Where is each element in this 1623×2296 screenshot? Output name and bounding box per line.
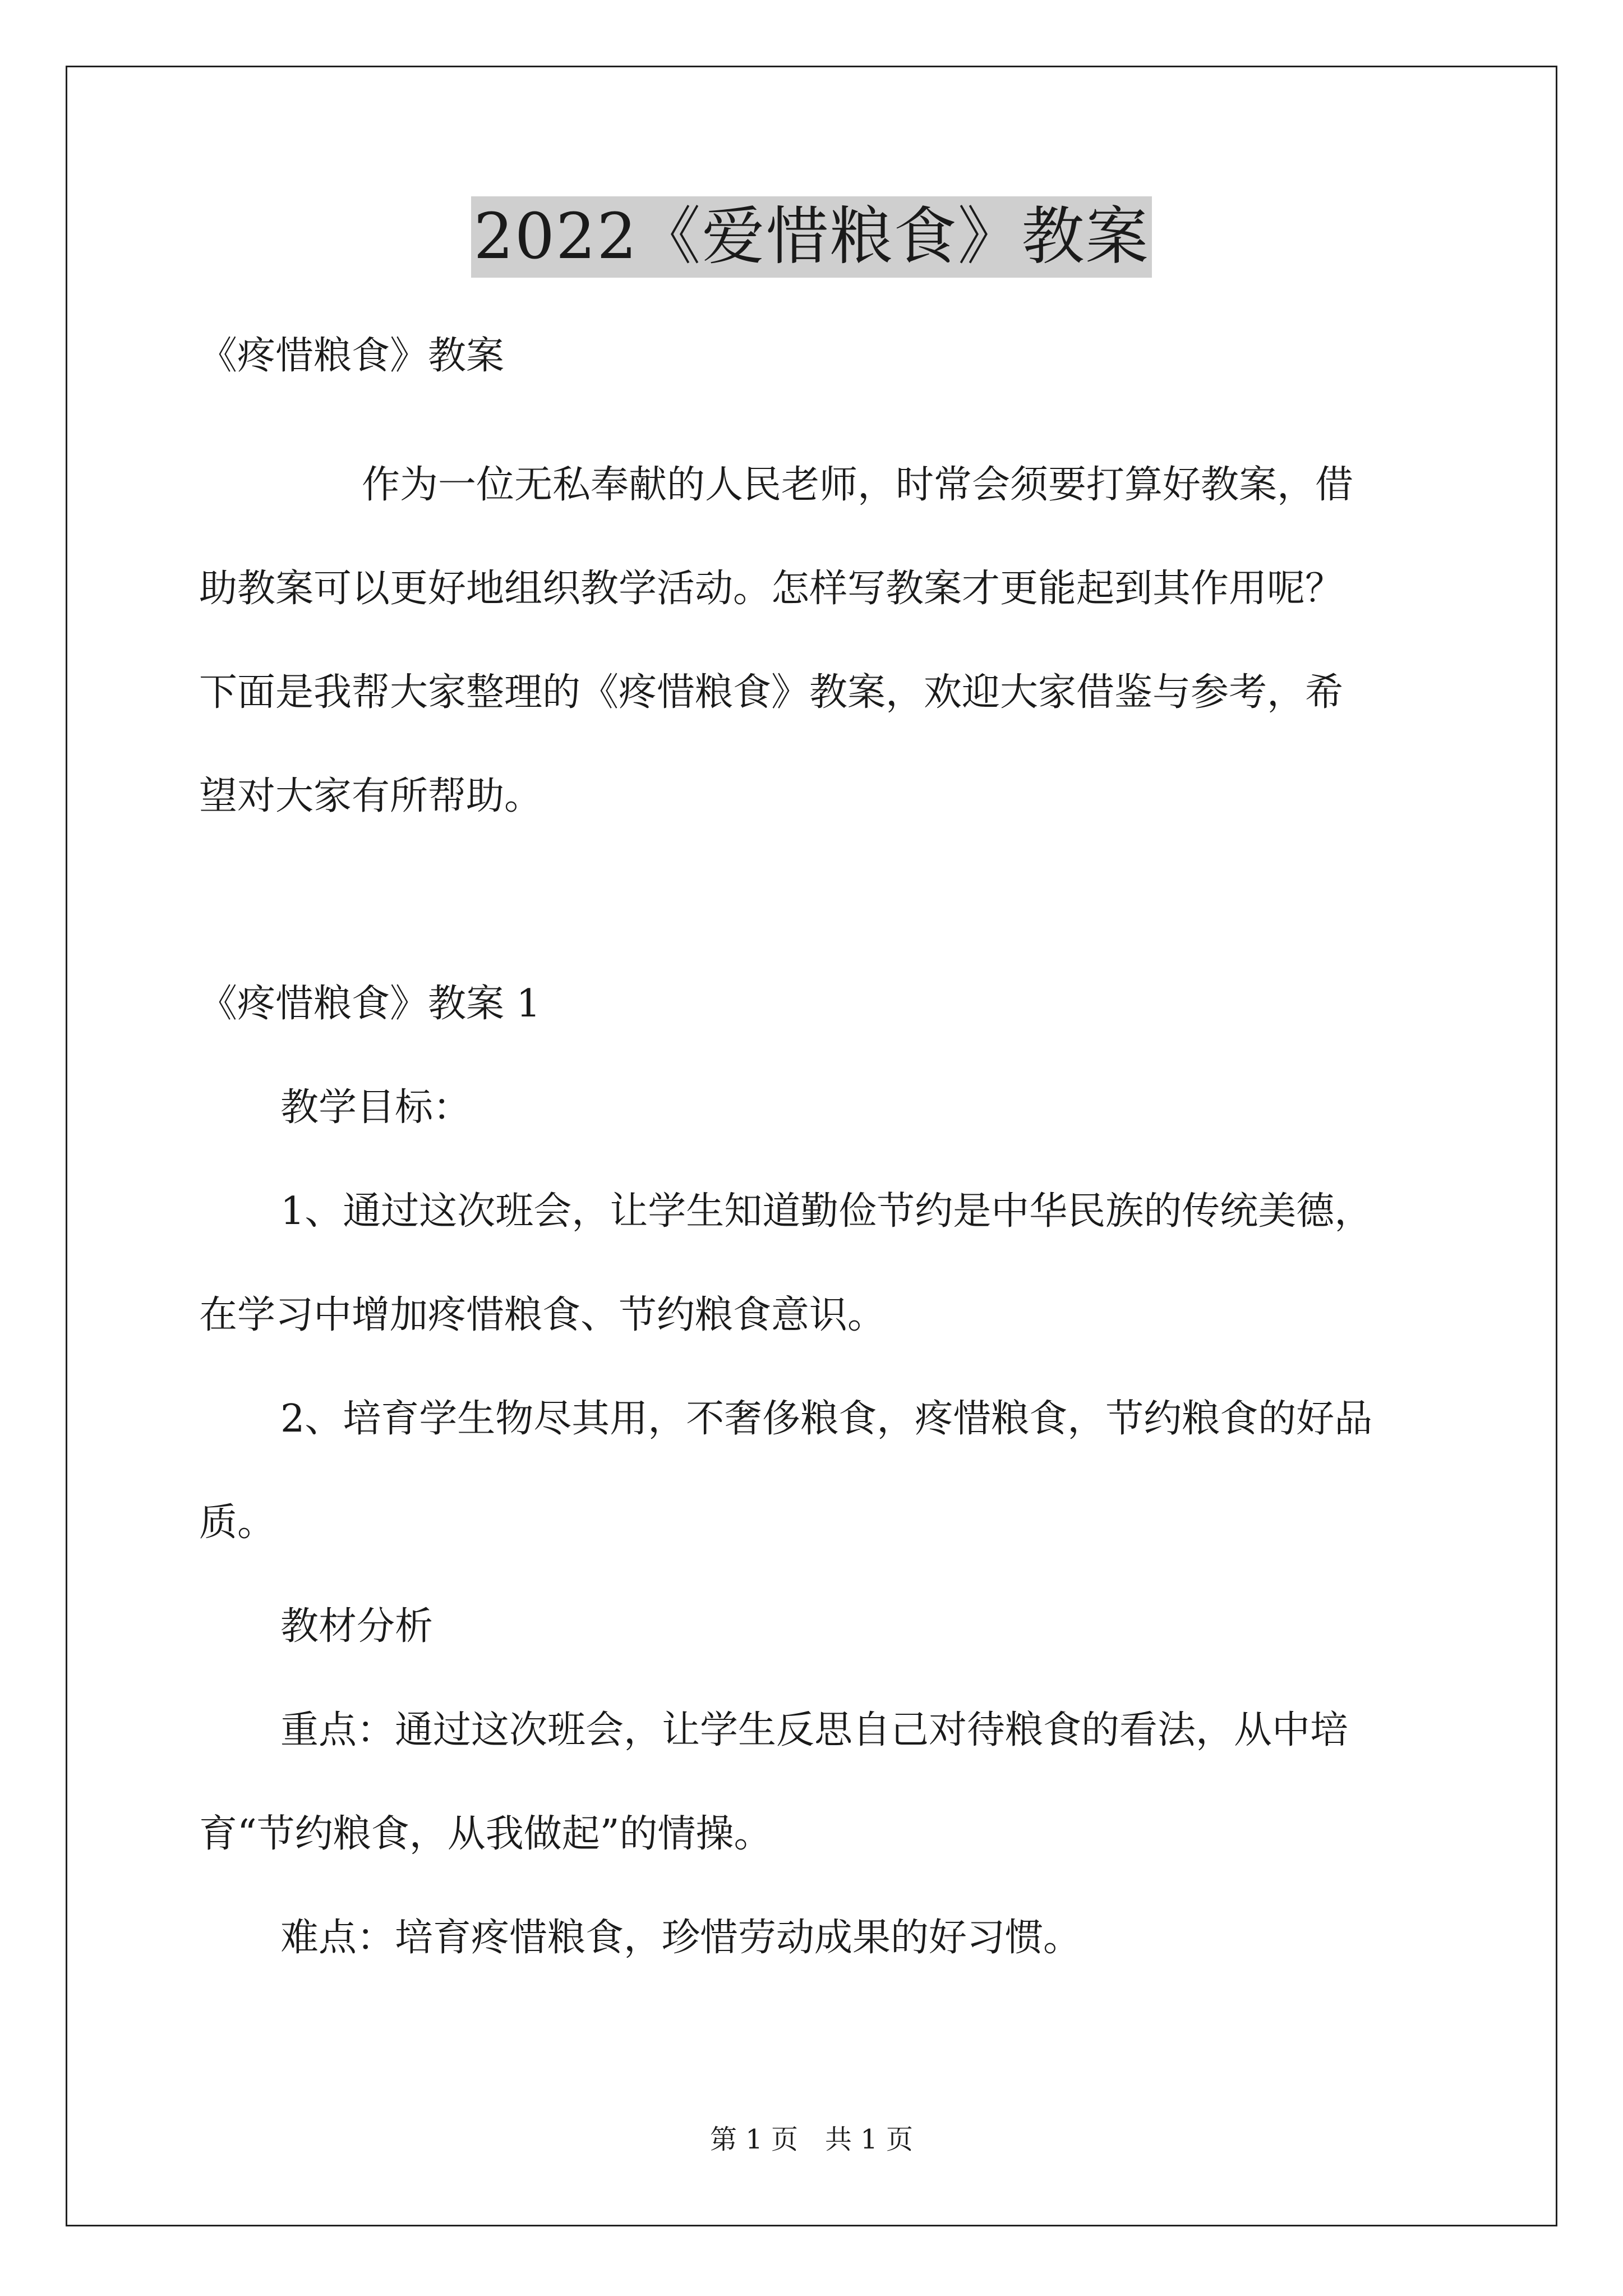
paragraph-line: 助教案可以更好地组织教学活动。怎样写教案才更能起到其作用呢？ [199, 567, 1344, 611]
paragraph-line: 1、通过这次班会，让学生知道勤俭节约是中华民族的传统美德， [280, 1189, 1373, 1234]
paragraph-line: 质。 [199, 1501, 276, 1545]
subheading: 教材分析 [280, 1604, 434, 1649]
paragraph-line: 作为一位无私奉献的人民老师，时常会须要打算好教案，借 [362, 463, 1354, 507]
title-container [0, 196, 1623, 278]
paragraph-line: 望对大家有所帮助。 [199, 774, 543, 818]
section-heading: 《疼惜粮食》教案 1 [199, 982, 541, 1026]
paragraph-line: 2、培育学生物尽其用，不奢侈粮食，疼惜粮食，节约粮食的好品 [280, 1397, 1373, 1441]
section-heading: 《疼惜粮食》教案 [199, 334, 505, 378]
paragraph-line: 在学习中增加疼惜粮食、节约粮食意识。 [199, 1293, 886, 1337]
paragraph-line: 难点：培育疼惜粮食，珍惜劳动成果的好习惯。 [280, 1916, 1082, 1960]
page-footer: 第 1 页 共 1 页 [709, 2124, 914, 2155]
document-title: 2022《爱惜粮食》教案 [471, 196, 1151, 278]
paragraph-line: 下面是我帮大家整理的《疼惜粮食》教案，欢迎大家借鉴与参考，希 [199, 670, 1344, 715]
subheading: 教学目标： [280, 1085, 472, 1130]
paragraph-line: 育“节约粮食，从我做起”的情操。 [199, 1812, 772, 1856]
paragraph-line: 重点：通过这次班会，让学生反思自己对待粮食的看法，从中培 [280, 1708, 1349, 1752]
page-border [66, 66, 1557, 2226]
